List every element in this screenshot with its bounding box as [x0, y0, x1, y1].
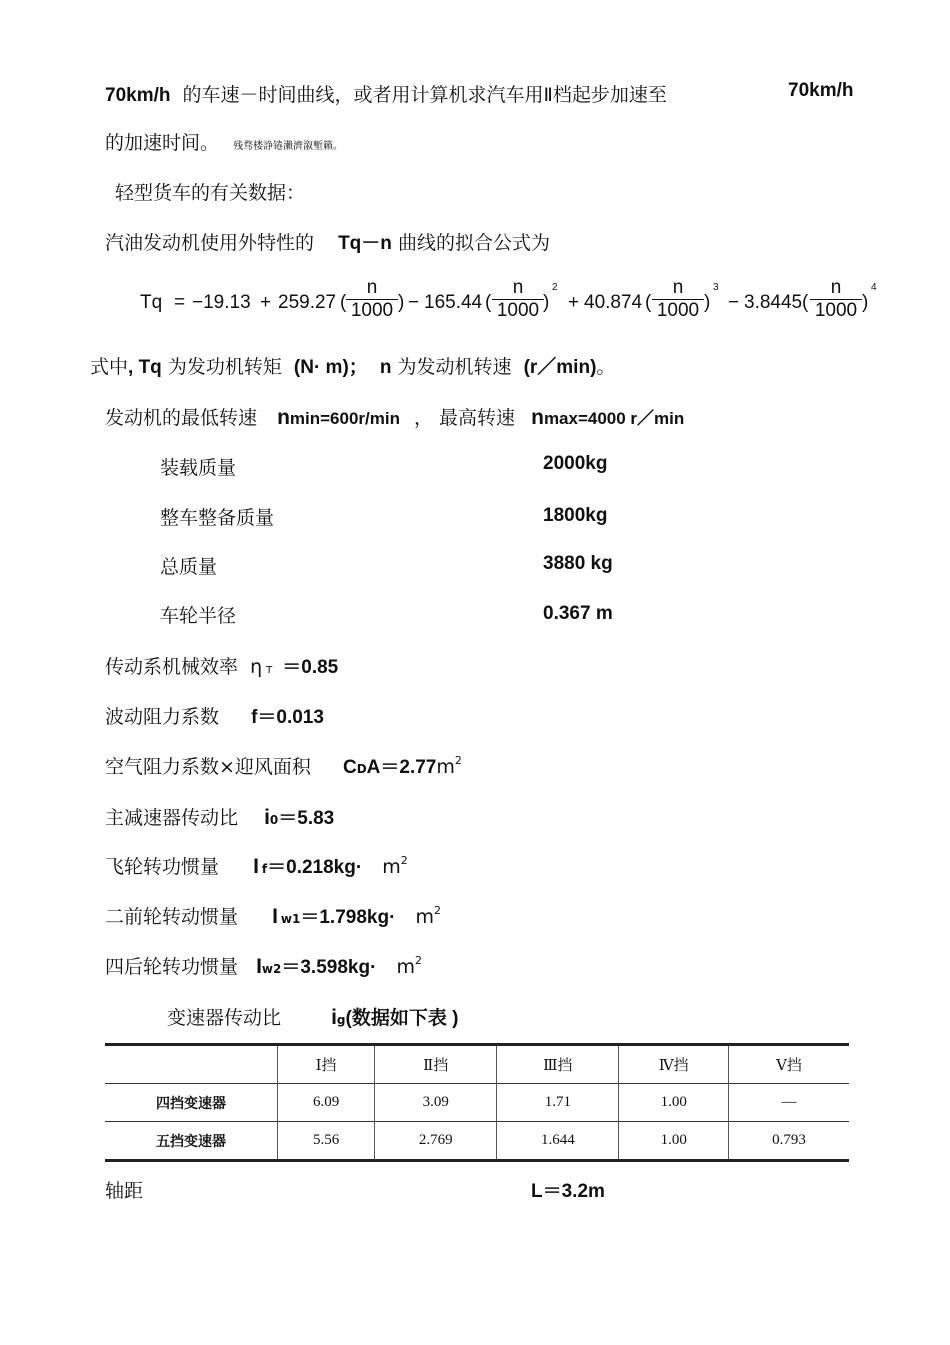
- formula-frac-2: n 1000: [492, 278, 544, 321]
- section-heading: 轻型货车的有关数据：: [115, 182, 306, 204]
- table-header-cell: Ⅳ挡: [619, 1045, 729, 1084]
- garbled-text: 残骛楼諍锩瀨濟溆塹籟。: [233, 141, 344, 152]
- formula-op2: −: [408, 292, 420, 313]
- spec-value-load: 2000kg: [543, 453, 608, 474]
- formula-frac-4: n 1000: [810, 278, 862, 321]
- table-cell: —: [729, 1084, 849, 1122]
- spec-label-radius: 车轮半径: [160, 605, 237, 627]
- param-iw1: 二前轮转动惯量 I $w1=1.798kg\cdot m^2$: [105, 904, 441, 928]
- formula-p2: 2: [552, 282, 558, 293]
- table-header-cell: Ⅲ挡: [497, 1045, 619, 1084]
- table-cell: 2.769: [375, 1122, 497, 1161]
- formula-op3: +: [568, 292, 580, 313]
- param-eta: 传动系机械效率 η T ＝0.85: [105, 656, 339, 678]
- formula-op1: +: [260, 292, 272, 313]
- formula-lhs: Tq: [140, 292, 163, 313]
- param-i0: 主减速器传动比 i0＝5.83: [105, 806, 335, 829]
- table-header-cell: Ⅰ挡: [278, 1045, 375, 1084]
- table-cell: 3.09: [375, 1084, 497, 1122]
- formula-c2: 165.44: [424, 292, 483, 313]
- table-cell: 1.71: [497, 1084, 619, 1122]
- param-f: 波动阻力系数 f＝0.013: [105, 706, 324, 728]
- table-row-label: 四挡变速器: [156, 1095, 226, 1112]
- gear-ratio-table: [105, 1043, 849, 1162]
- table-header-row: [105, 1045, 849, 1084]
- torque-formula: Tq = −19.13 + 259.27 ( n 1000 ) − 165.44 ( n 1000 ) 2 + 40.874 ( n 1000 ) 3 − 3.8445 ( n 1000 ) 4: [140, 277, 877, 321]
- table-cell: 1.644: [497, 1122, 619, 1161]
- speed-value-2: 70km/h: [788, 80, 854, 101]
- speed-value-1: 70km/h: [105, 85, 171, 106]
- table-row: [105, 1122, 849, 1161]
- formula-c1: 259.27: [278, 292, 337, 313]
- param-cda: 空气阻力系数×迎风面积 $CDA=2.77m^2$: [105, 754, 462, 778]
- wheelbase-label: 轴距: [105, 1180, 144, 1202]
- param-if: 飞轮转功惯量 I $f=0.218kg\cdot m^2$: [105, 854, 408, 878]
- wheelbase-value: L＝3.2m: [531, 1181, 605, 1202]
- table-row-label: 五挡变速器: [156, 1133, 226, 1150]
- table-header-cell: Ⅱ挡: [375, 1045, 497, 1084]
- formula-frac-1: n 1000: [346, 278, 398, 321]
- formula-c4: 3.8445: [744, 292, 803, 313]
- table-header-cell: Ⅴ挡: [729, 1045, 849, 1084]
- spec-label-curb: 整车整备质量: [160, 507, 275, 529]
- speed-line: 发动机的最低转速 nmin=600r/min ， 最高转速 nmax=4000 r／min: [105, 406, 685, 429]
- engine-line: [105, 228, 550, 255]
- spec-value-curb: 1800kg: [543, 505, 608, 526]
- formula-c0: −19.13: [192, 292, 251, 313]
- spec-label-load: 装载质量: [160, 457, 237, 479]
- formula-op4: −: [728, 292, 740, 313]
- ratio-line: 变速器传动比 ig(数据如下表 ): [167, 1006, 459, 1029]
- table-row: [105, 1084, 849, 1122]
- engine-line-bold: Tq－n: [338, 233, 392, 254]
- table-cell: 1.00: [619, 1122, 729, 1161]
- formula-c3: 40.874: [584, 292, 643, 313]
- spec-value-radius: 0.367 m: [543, 603, 613, 624]
- table-cell: 0.793: [729, 1122, 849, 1161]
- spec-value-total: 3880 kg: [543, 553, 613, 574]
- intro-line-1: [105, 80, 667, 107]
- table-cell: 5.56: [278, 1122, 375, 1161]
- table-cell: 1.00: [619, 1084, 729, 1122]
- formula-frac-3: n 1000: [652, 278, 704, 321]
- intro-line-2: [105, 128, 343, 155]
- intro-text-2: 的加速时间。: [105, 132, 220, 154]
- spec-label-total: 总质量: [160, 556, 218, 578]
- where-line: 式中, Tq 为发功机转矩 (N· m)； n 为发动机转速 (r／min)。: [90, 356, 616, 378]
- formula-eq: =: [174, 292, 186, 313]
- param-iw2: 四后轮转功惯量 $Iw2=3.598kg\cdot m^2$: [105, 954, 422, 978]
- table-cell: 6.09: [278, 1084, 375, 1122]
- formula-p3: 3: [713, 282, 719, 293]
- formula-p4: 4: [871, 282, 877, 293]
- engine-line-suffix: 曲线的拟合公式为: [397, 232, 550, 254]
- table-header-cell: [105, 1045, 278, 1084]
- engine-line-prefix: 汽油发动机使用外特性的: [105, 232, 315, 254]
- intro-text-1: 的车速－时间曲线，或者用计算机求汽车用Ⅱ档起步加速至: [182, 84, 667, 106]
